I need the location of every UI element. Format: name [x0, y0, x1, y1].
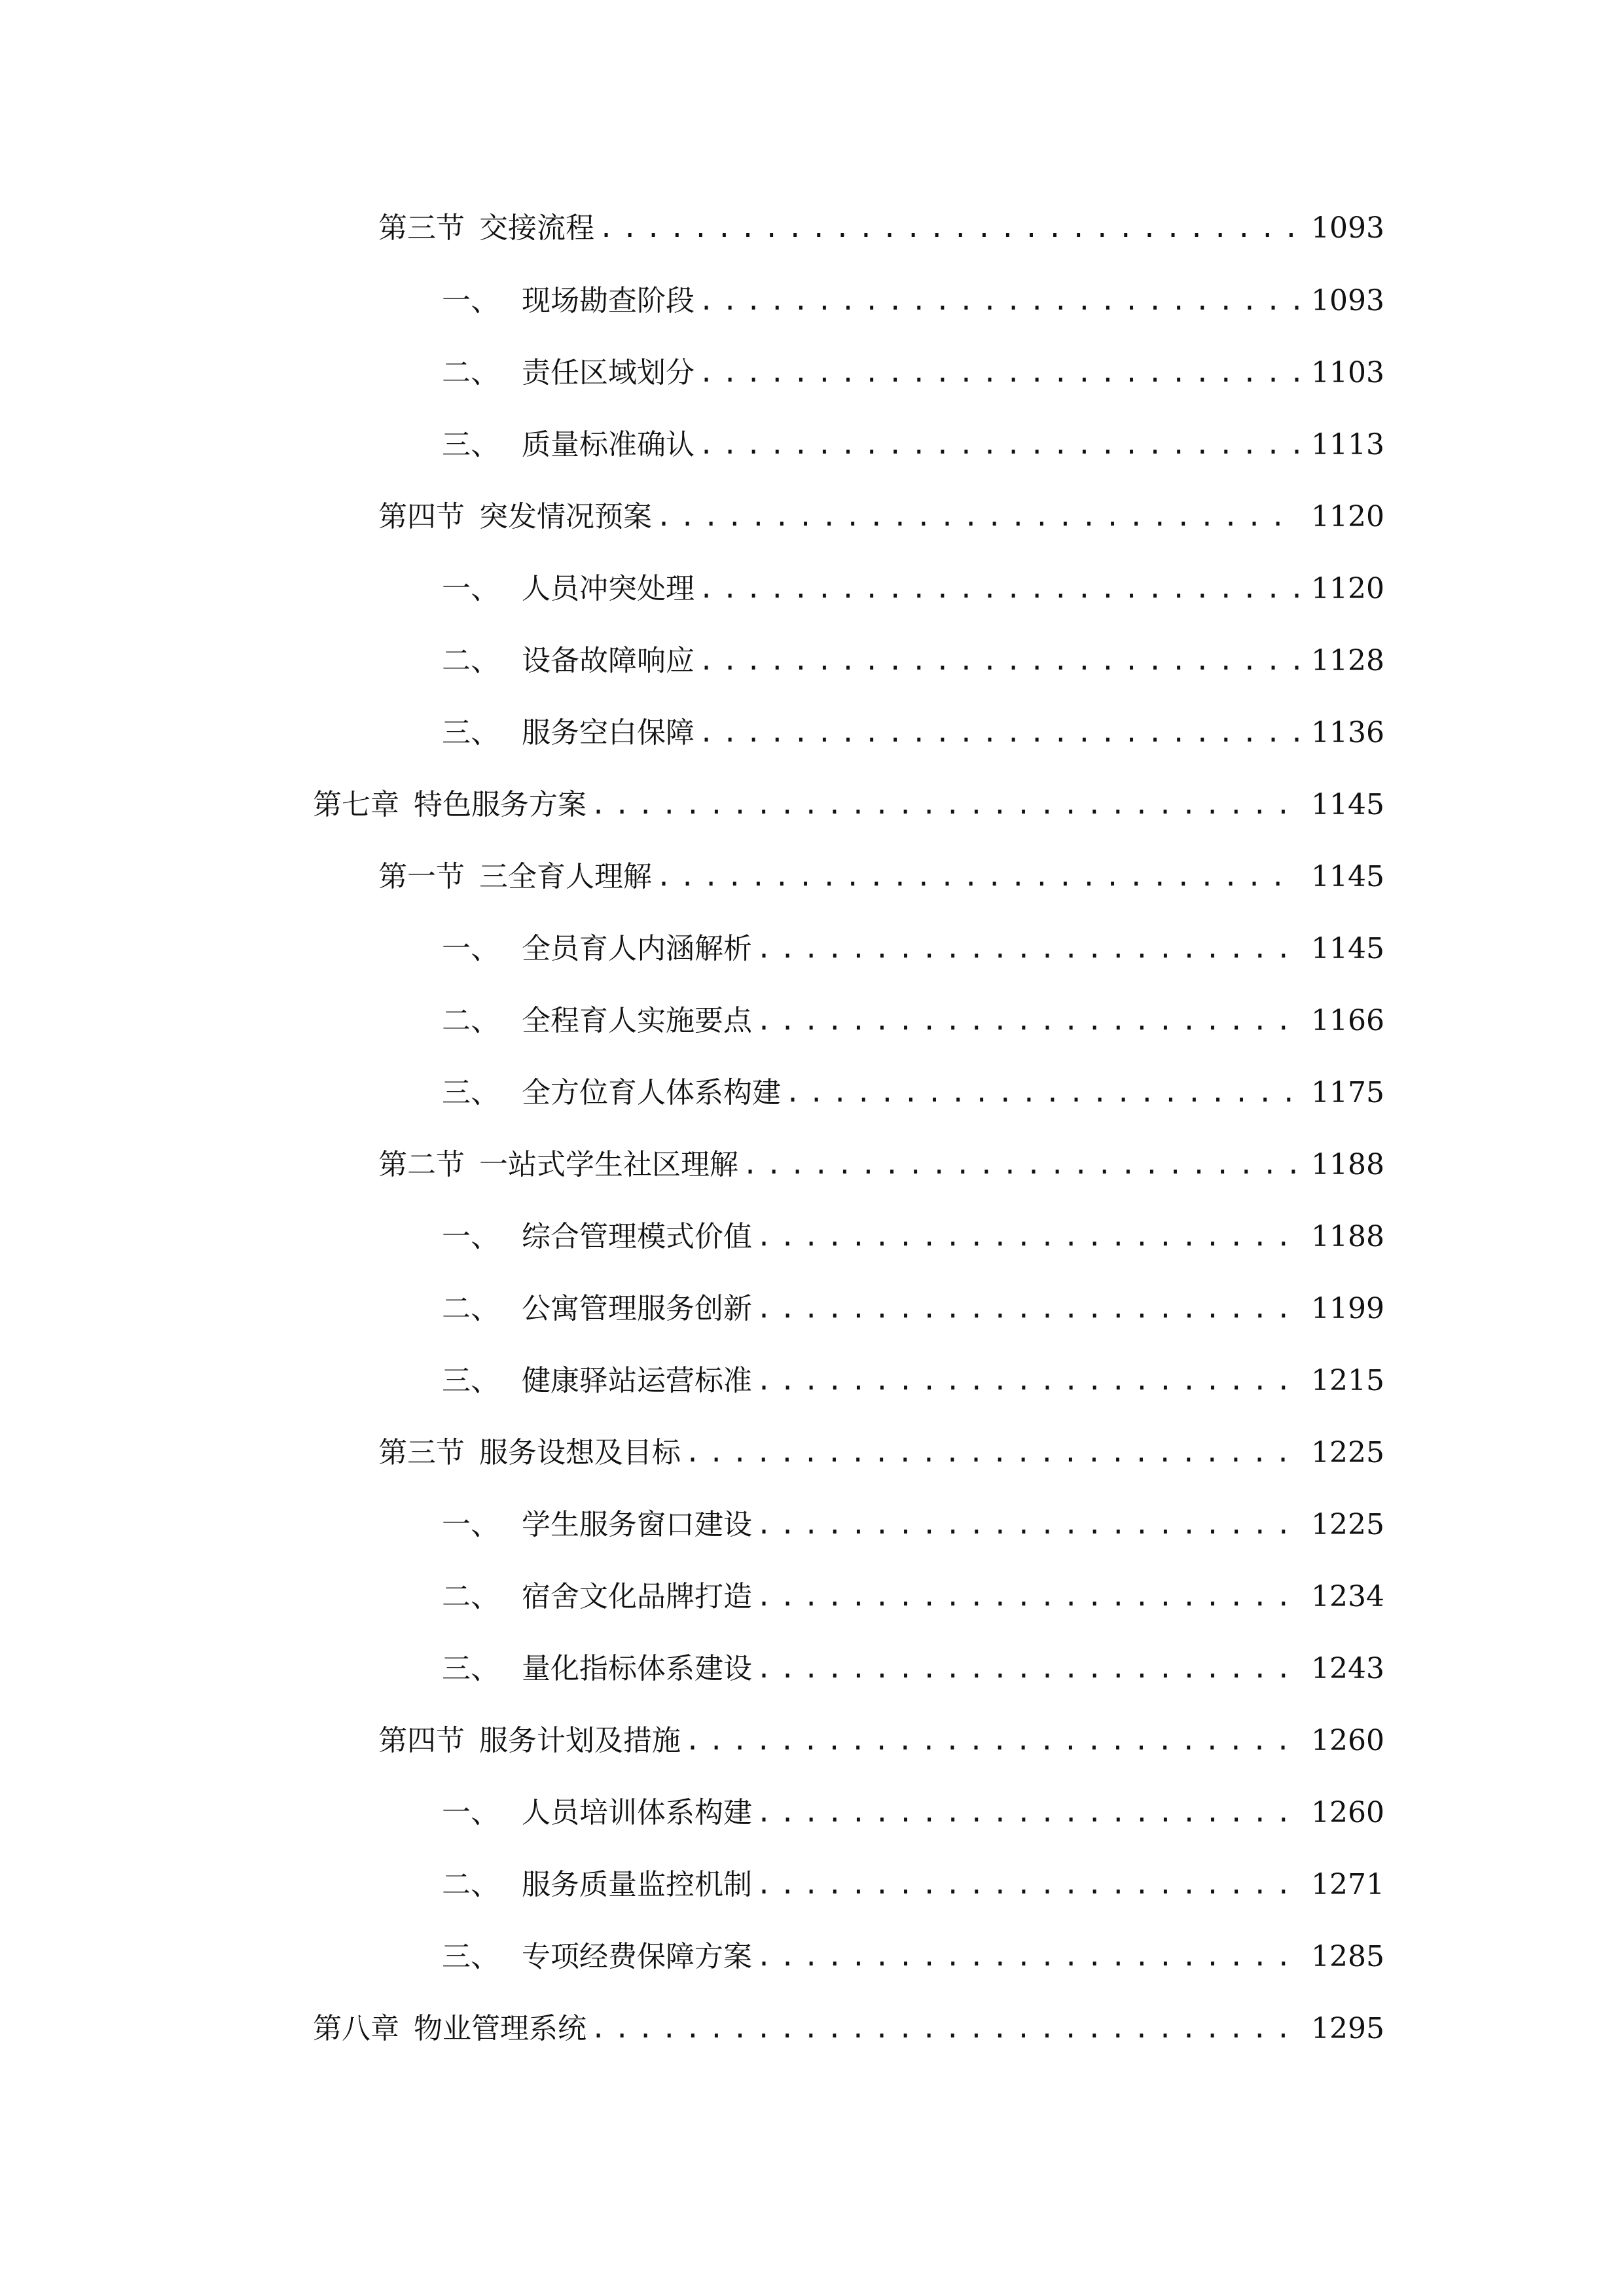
toc-leader-dots [756, 1859, 1299, 1911]
toc-leader-dots [756, 1931, 1299, 1983]
toc-entry-label: 一、 全员育人内涵解析 [442, 932, 752, 965]
toc-entry-section[interactable] [378, 202, 1384, 255]
toc-entry-chapter[interactable] [313, 2003, 1384, 2055]
toc-leader-dots [656, 851, 1299, 903]
toc-entry-label: 第三节 服务设想及目标 [378, 1436, 681, 1469]
toc-entry-item[interactable] [442, 1859, 1384, 1911]
toc-entry-section[interactable] [378, 1139, 1384, 1191]
toc-page-number: 1225 [1311, 1436, 1384, 1469]
toc-page-number: 1260 [1311, 1796, 1384, 1829]
toc-page-number: 1120 [1311, 572, 1384, 605]
toc-page-number: 1285 [1311, 1940, 1384, 1973]
toc-entry-label: 第四节 服务计划及措施 [378, 1724, 681, 1757]
toc-entry-chapter[interactable] [313, 779, 1384, 831]
toc-entry-item[interactable] [442, 1355, 1384, 1407]
toc-page-number: 1188 [1311, 1148, 1384, 1181]
toc-leader-dots [785, 1067, 1299, 1119]
toc-leader-dots [756, 923, 1299, 975]
toc-entry-label: 第七章 特色服务方案 [313, 788, 586, 821]
toc-leader-dots [656, 491, 1299, 543]
toc-page-number: 1145 [1311, 860, 1384, 893]
toc-page-number: 1145 [1311, 788, 1384, 821]
toc-leader-dots [698, 563, 1299, 615]
toc-page-number: 1260 [1311, 1724, 1384, 1757]
toc-entry-item[interactable] [442, 923, 1384, 975]
toc-page-number: 1166 [1311, 1004, 1384, 1037]
toc-entry-item[interactable] [442, 1211, 1384, 1263]
toc-entry-label: 三、 质量标准确认 [442, 428, 695, 461]
toc-entry-label: 二、 服务质量监控机制 [442, 1868, 752, 1901]
toc-leader-dots [698, 419, 1299, 471]
toc-entry-label: 第一节 三全育人理解 [378, 860, 652, 893]
toc-leader-dots [756, 1499, 1299, 1551]
toc-page-number: 1120 [1311, 500, 1384, 533]
toc-entry-label: 一、 现场勘查阶段 [442, 284, 695, 317]
toc-entry-item[interactable] [442, 1067, 1384, 1119]
toc-leader-dots [685, 1715, 1299, 1767]
toc-entry-item[interactable] [442, 1931, 1384, 1983]
toc-entry-label: 第二节 一站式学生社区理解 [378, 1148, 738, 1181]
toc-entry-label: 第三节 交接流程 [378, 211, 594, 245]
toc-page-number: 1136 [1311, 716, 1384, 749]
toc-page-number: 1103 [1311, 356, 1384, 389]
toc-entry-label: 一、 人员培训体系构建 [442, 1796, 752, 1829]
toc-leader-dots [698, 635, 1299, 687]
toc-entry-label: 一、 学生服务窗口建设 [442, 1508, 752, 1541]
toc-page-number: 1093 [1311, 284, 1384, 317]
toc-page-number: 1175 [1311, 1076, 1384, 1109]
toc-leader-dots [698, 707, 1299, 759]
toc-leader-dots [685, 1427, 1299, 1479]
toc-entry-label: 第四节 突发情况预案 [378, 500, 652, 533]
toc-leader-dots [756, 1643, 1299, 1695]
toc-entry-item[interactable] [442, 1643, 1384, 1695]
toc-entry-item[interactable] [442, 347, 1384, 399]
toc-leader-dots [742, 1139, 1299, 1191]
toc-leader-dots [756, 1787, 1299, 1839]
toc-entry-label: 二、 设备故障响应 [442, 644, 695, 677]
toc-entry-label: 三、 专项经费保障方案 [442, 1940, 752, 1973]
toc-leader-dots [698, 275, 1299, 327]
toc-leader-dots [698, 347, 1299, 399]
toc-entry-label: 二、 宿舍文化品牌打造 [442, 1580, 752, 1613]
toc-entry-label: 三、 健康驿站运营标准 [442, 1364, 752, 1397]
toc-leader-dots [598, 202, 1299, 255]
toc-entry-label: 一、 综合管理模式价值 [442, 1220, 752, 1253]
toc-entry-item[interactable] [442, 275, 1384, 327]
toc-page-number: 1271 [1311, 1868, 1384, 1901]
toc-entry-item[interactable] [442, 707, 1384, 759]
toc-page-number: 1215 [1311, 1364, 1384, 1397]
toc-page-number: 1225 [1311, 1508, 1384, 1541]
toc-entry-label: 二、 全程育人实施要点 [442, 1004, 752, 1037]
toc-entry-label: 三、 量化指标体系建设 [442, 1652, 752, 1685]
toc-leader-dots [756, 1283, 1299, 1335]
toc-entry-label: 三、 全方位育人体系构建 [442, 1076, 781, 1109]
toc-page-number: 1113 [1311, 428, 1384, 461]
toc-page-number: 1199 [1311, 1292, 1384, 1325]
toc-entry-label: 一、 人员冲突处理 [442, 572, 695, 605]
toc-entry-label: 二、 责任区域划分 [442, 356, 695, 389]
toc-entry-label: 二、 公寓管理服务创新 [442, 1292, 752, 1325]
toc-leader-dots [756, 1571, 1299, 1623]
toc-entry-item[interactable] [442, 1571, 1384, 1623]
toc-entry-item[interactable] [442, 1283, 1384, 1335]
toc-entry-label: 第八章 物业管理系统 [313, 2012, 586, 2045]
toc-page-number: 1093 [1311, 211, 1384, 245]
toc-leader-dots [590, 779, 1299, 831]
toc-entry-section[interactable] [378, 491, 1384, 543]
toc-leader-dots [756, 1211, 1299, 1263]
toc-entry-item[interactable] [442, 1499, 1384, 1551]
toc-page-number: 1295 [1311, 2012, 1384, 2045]
toc-entry-section[interactable] [378, 1715, 1384, 1767]
toc-page-number: 1234 [1311, 1580, 1384, 1613]
toc-leader-dots [590, 2003, 1299, 2055]
toc-page-number: 1145 [1311, 932, 1384, 965]
toc-leader-dots [756, 1355, 1299, 1407]
toc-page-number: 1128 [1311, 644, 1384, 677]
toc-entry-item[interactable] [442, 563, 1384, 615]
toc-entry-item[interactable] [442, 419, 1384, 471]
toc-page-number: 1243 [1311, 1652, 1384, 1685]
toc-entry-item[interactable] [442, 1787, 1384, 1839]
toc-leader-dots [756, 995, 1299, 1047]
toc-entry-item[interactable] [442, 995, 1384, 1047]
toc-entry-section[interactable] [378, 851, 1384, 903]
toc-page-number: 1188 [1311, 1220, 1384, 1253]
toc-entry-label: 三、 服务空白保障 [442, 716, 695, 749]
toc-entry-item[interactable] [442, 635, 1384, 687]
toc-entry-section[interactable] [378, 1427, 1384, 1479]
